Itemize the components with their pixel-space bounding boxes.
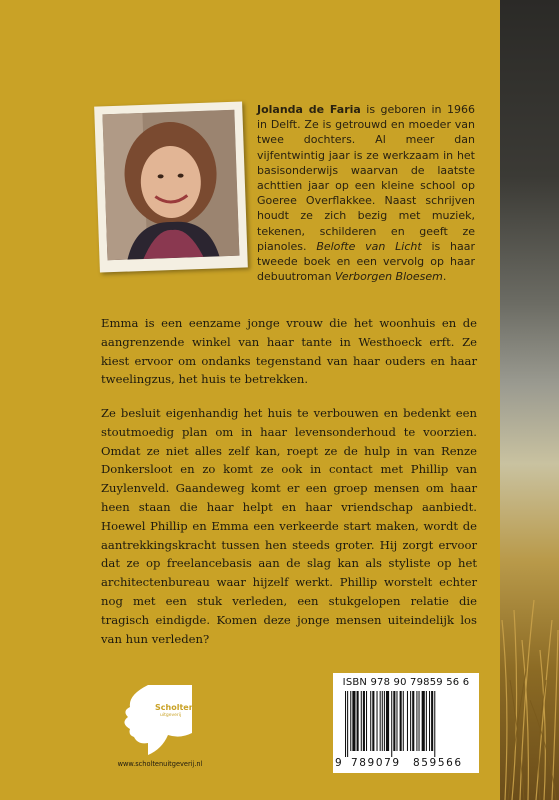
barcode-bar: [386, 691, 389, 751]
barcode-bar: [382, 691, 383, 751]
barcode-digits-left: 789079: [351, 757, 401, 769]
author-bio-text-2: is haar tweede boek en een vervolg op haar debuutroman: [257, 239, 475, 284]
barcode-bar: [361, 691, 362, 751]
book-title: Belofte van Licht: [316, 239, 422, 253]
barcode-bar: [372, 691, 374, 751]
blurb-paragraph-1: Emma is een eenzame jonge vrouw die het woonhuis en de aangrenzende winkel van haar tante in Westhoeck erft. Ze kiest ervoor om ondanks tegenstand van haar ouders en haar tweelingzus, het huis te betrekken.: [101, 316, 477, 387]
barcode-bar: [400, 691, 402, 751]
barcode-bar: [393, 691, 395, 751]
isbn-barcode: [333, 673, 479, 773]
barcode-bar: [345, 691, 346, 757]
barcode-bar: [412, 691, 414, 751]
barcode-digits-right: 859566: [413, 757, 463, 769]
isbn-label: ISBN 978 90 79859 56 6: [342, 677, 470, 688]
barcode-bar: [366, 691, 367, 751]
barcode-bar: [410, 691, 411, 751]
author-portrait-illustration: [102, 110, 239, 261]
barcode-bar: [350, 691, 351, 751]
barcode-bar: [377, 691, 378, 751]
barcode-bar: [391, 691, 392, 757]
publisher-logo: [118, 683, 194, 757]
barcode-bar: [370, 691, 371, 751]
barcode-bar: [431, 691, 433, 751]
debut-title: Verborgen Bloesem: [334, 270, 443, 284]
barcode-bar: [429, 691, 430, 751]
barcode-bar: [380, 691, 381, 751]
barcode-bar: [416, 691, 417, 751]
author-bio: [257, 102, 475, 284]
barcode-bar: [384, 691, 385, 751]
dune-grass-image: [500, 500, 559, 800]
publisher-logo-sub: uitgeverij: [160, 713, 182, 718]
barcode-bar: [403, 691, 404, 751]
barcode-bar: [357, 691, 359, 751]
barcode-bars: [343, 691, 469, 757]
barcode-bar: [352, 691, 355, 751]
barcode-bar: [347, 691, 348, 757]
publisher-logo-name: Scholten: [155, 703, 195, 712]
author-name: Jolanda de Faria: [257, 103, 361, 116]
author-photo-image: [102, 110, 239, 261]
barcode-bar: [426, 691, 427, 751]
publisher-logo-icon: [118, 683, 194, 757]
blurb-paragraph-2: Ze besluit eigenhandig het huis te verbouwen en bedenkt een stoutmoedig plan om in haar levensonderhoud te voorzien. Omdat ze niet alles zelf kan, roept ze de hulp in van Renze Donkersloot en zo komt ze ook in contact met Phillip van Zuylenveld. Gaandeweg komt er een groep mensen om haar heen staan die haar helpt en haar vriendschap aanbiedt. Hoewel Phillip en Emma een verkeerde start maken, wordt de aantrekkingskracht tussen hen steeds groter. Hij zorgt ervoor dat ze op freelancebasis aan de slag kan als styliste op het architectenbureau waar hijzelf werkt. Phillip worstelt echter nog met een stuk verleden, een stukgelopen relatie die tragisch eindigde. Komen deze jonge mensen uiteindelijk los van hun verleden?: [101, 406, 477, 646]
author-bio-text-1: is geboren in 1966 in Delft. Ze is getrouwd en moeder van twee dochters. Al meer dan vijfentwintig jaar is ze werkzaam in het basisonderwijs waarvan de laatste achttien jaar op een kleine school op Goeree Overflakkee. Naast schrijven houdt ze zich bezig met muziek, tekenen, schilderen en geeft ze pianoles.: [257, 103, 475, 253]
barcode-bar: [363, 691, 365, 751]
publisher-website: www.scholtenuitgeverij.nl: [117, 760, 203, 768]
author-bio-text-3: .: [442, 270, 447, 284]
barcode-bar: [422, 691, 425, 751]
barcode-bar: [419, 691, 420, 751]
author-photo: [94, 101, 248, 272]
barcode-bar: [434, 691, 435, 757]
barcode-digit-first: 9: [335, 757, 342, 769]
barcode-bar: [396, 691, 397, 751]
barcode-bar: [407, 691, 408, 751]
